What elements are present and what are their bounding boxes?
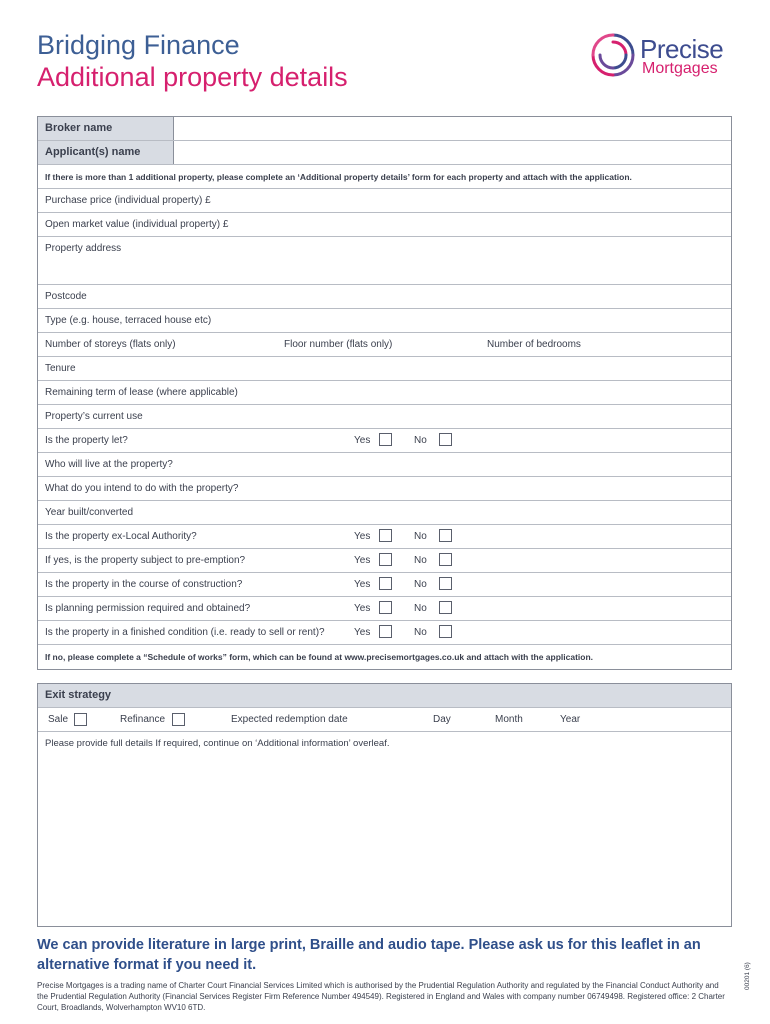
planning-no-label: No [414,603,427,614]
planning-yes-label: Yes [354,603,371,614]
broker-name-row [38,117,731,141]
ex-local-authority-yes-label: Yes [354,531,371,542]
schedule-note-row [38,645,731,669]
pre-emption-yes-checkbox[interactable] [379,553,392,566]
multi-property-note-row [38,165,731,189]
type-row[interactable] [38,309,731,333]
storeys-row[interactable] [38,333,731,357]
finished-yes-checkbox[interactable] [379,625,392,638]
ex-local-authority-no-checkbox[interactable] [439,529,452,542]
applicant-name-field[interactable] [173,141,731,164]
tenure-label: Tenure [45,363,76,374]
exit-options-row [38,708,731,732]
planning-label: Is planning permission required and obtained? [45,603,251,614]
exit-details-label: Please provide full details If required, continue on ‘Additional information’ overleaf. [45,738,390,749]
property-address-row[interactable] [38,237,731,285]
ex-local-authority-row [38,525,731,549]
is-let-row [38,429,731,453]
sale-label: Sale [48,714,69,725]
who-will-live-row[interactable] [38,453,731,477]
redemption-label: Expected redemption date [231,714,348,725]
intend-row[interactable] [38,477,731,501]
current-use-label: Property’s current use [45,411,143,422]
construction-label: Is the property in the course of construction? [45,579,243,590]
property-details-form [37,116,732,670]
applicant-name-row [38,141,731,165]
month-label: Month [495,714,523,725]
exit-strategy-heading-row [38,684,731,708]
finished-no-label: No [414,627,427,638]
floor-number-label: Floor number (flats only) [284,339,393,350]
is-let-label: Is the property let? [45,435,128,446]
ex-local-authority-label: Is the property ex-Local Authority? [45,531,197,542]
type-label: Type (e.g. house, terraced house etc) [45,315,212,326]
pre-emption-yes-label: Yes [354,555,371,566]
pre-emption-no-label: No [414,555,427,566]
construction-no-label: No [414,579,427,590]
postcode-row[interactable] [38,285,731,309]
year-label: Year [560,714,581,725]
postcode-label: Postcode [45,291,87,302]
applicant-name-label: Applicant(s) name [45,146,141,158]
intend-label: What do you intend to do with the property? [45,483,239,494]
pre-emption-row [38,549,731,573]
is-let-yes-label: Yes [354,435,371,446]
planning-no-checkbox[interactable] [439,601,452,614]
multi-property-note: If there is more than 1 additional property, please complete an ‘Additional property details’ form for each property and attach with the application. [45,172,632,182]
sale-checkbox[interactable] [74,713,87,726]
who-will-live-label: Who will live at the property? [45,459,173,470]
accessibility-notice: We can provide literature in large print, Braille and audio tape. Please ask us for this leaflet in an alternative format if you need it. [37,937,701,973]
form-reference: 00201 (6) [744,962,751,990]
remaining-term-label: Remaining term of lease (where applicable) [45,387,238,398]
construction-yes-label: Yes [354,579,371,590]
pre-emption-no-checkbox[interactable] [439,553,452,566]
tenure-row[interactable] [38,357,731,381]
exit-strategy-section [37,683,732,927]
logo-mark-icon [588,30,638,80]
refinance-checkbox[interactable] [172,713,185,726]
page-title: Bridging Finance [37,30,240,60]
purchase-price-label: Purchase price (individual property) £ [45,195,211,206]
is-let-yes-checkbox[interactable] [379,433,392,446]
ex-local-authority-no-label: No [414,531,427,542]
exit-strategy-heading: Exit strategy [45,689,112,701]
open-market-value-row[interactable] [38,213,731,237]
bedrooms-label: Number of bedrooms [487,339,581,350]
storeys-label: Number of storeys (flats only) [45,339,176,350]
finished-label: Is the property in a finished condition (i.e. ready to sell or rent)? [45,627,325,638]
year-built-row[interactable] [38,501,731,525]
logo-sub: Mortgages [642,60,718,77]
legal-text: Precise Mortgages is a trading name of Charter Court Financial Services Limited which is authorised by the Prudential Regulation Authority and regulated by the Financial Conduct Authority and the Prudential Regulation Authority (Financial Services Register Firm Reference Number 494549). Registered in England and Wales with company number 06749498. Registered office: 2 Charter Court, Broadlands, Wolverhampton WV10 6TD. [37,981,725,1012]
pre-emption-label: If yes, is the property subject to pre-emption? [45,555,246,566]
schedule-note: If no, please complete a “Schedule of works” form, which can be found at www.precisemortgages.co.uk and attach with the application. [45,652,594,662]
finished-row [38,621,731,645]
precise-mortgages-logo [588,30,738,82]
planning-yes-checkbox[interactable] [379,601,392,614]
purchase-price-row[interactable] [38,189,731,213]
construction-row [38,573,731,597]
day-label: Day [433,714,451,725]
refinance-label: Refinance [120,714,166,725]
year-built-label: Year built/converted [45,507,134,518]
construction-yes-checkbox[interactable] [379,577,392,590]
is-let-no-checkbox[interactable] [439,433,452,446]
current-use-row[interactable] [38,405,731,429]
is-let-no-label: No [414,435,427,446]
ex-local-authority-yes-checkbox[interactable] [379,529,392,542]
planning-row [38,597,731,621]
finished-yes-label: Yes [354,627,371,638]
property-address-label: Property address [45,243,122,254]
construction-no-checkbox[interactable] [439,577,452,590]
page-subtitle: Additional property details [37,62,348,92]
broker-name-label: Broker name [45,122,113,134]
finished-no-checkbox[interactable] [439,625,452,638]
logo-name: Precise [640,34,724,64]
open-market-value-label: Open market value (individual property) £ [45,219,229,230]
remaining-term-row[interactable] [38,381,731,405]
broker-name-field[interactable] [173,117,731,140]
